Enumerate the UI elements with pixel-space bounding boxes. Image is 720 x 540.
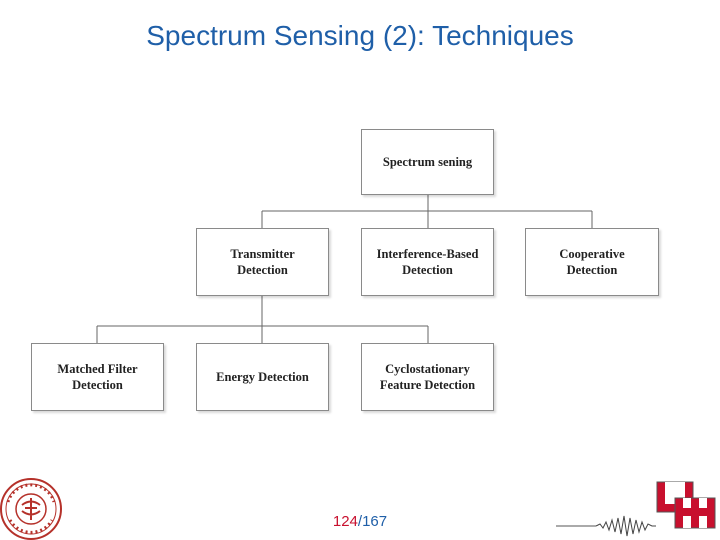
node-matched-filter-detection: Matched Filter Detection (31, 343, 164, 411)
node-spectrum-sensing: Spectrum sening (361, 129, 494, 195)
page-total: 167 (362, 513, 388, 530)
slide-title: Spectrum Sensing (2): Techniques (146, 20, 574, 51)
node-interference-based-detection: Interference-Based Detection (361, 228, 494, 296)
page-separator: / (357, 513, 363, 530)
page-number (0, 513, 720, 530)
node-energy-detection: Energy Detection (196, 343, 329, 411)
peking-university-seal-logo (0, 478, 64, 540)
node-transmitter-detection: Transmitter Detection (196, 228, 329, 296)
page-current: 124 (332, 513, 358, 530)
node-cyclostationary-feature-detection: Cyclostationary Feature Detection (361, 343, 494, 411)
node-cooperative-detection: Cooperative Detection (525, 228, 659, 296)
